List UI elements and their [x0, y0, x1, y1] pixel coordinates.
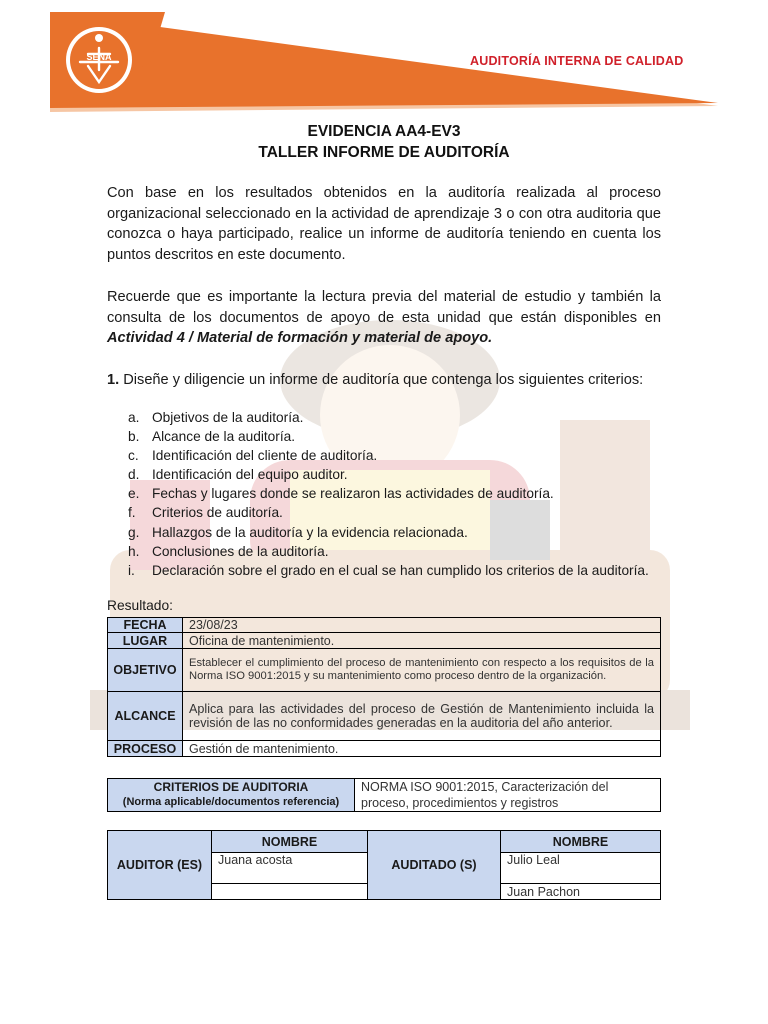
sena-logo-icon	[66, 27, 132, 93]
objetivo-value: Establecer el cumplimiento del proceso de mantenimiento con respecto a los requisitos de la Norma ISO 9001:2015 y su mantenimiento como proceso dentro de la organización.	[183, 649, 661, 692]
objetivo-label: OBJETIVO	[108, 649, 183, 692]
list-letter: h.	[128, 543, 140, 559]
reminder-paragraph	[107, 287, 661, 349]
result-table	[107, 617, 661, 757]
task-item	[107, 370, 661, 391]
list-text: Alcance de la auditoría.	[152, 429, 296, 445]
auditado-name: Julio Leal	[501, 853, 661, 884]
proceso-label: PROCESO	[108, 741, 183, 757]
alcance-value: Aplica para las actividades del proceso de Gestión de Mantenimiento incluida la revisión de las no conformidades generadas en la auditoria del año anterior.	[183, 692, 661, 741]
list-item	[128, 465, 649, 484]
criteria-table	[107, 778, 661, 812]
header-title: AUDITORÍA INTERNA DE CALIDAD	[470, 54, 684, 68]
criteria-list	[128, 408, 649, 580]
document-subtitle: TALLER INFORME DE AUDITORÍA	[258, 144, 510, 161]
table-row	[108, 649, 661, 692]
table-row	[108, 831, 661, 853]
criteria-label-line1: CRITERIOS DE AUDITORIA	[153, 780, 309, 794]
list-letter: d.	[128, 467, 140, 483]
list-text: Objetivos de la auditoría.	[152, 410, 304, 425]
list-letter: f.	[128, 505, 136, 521]
list-letter: c.	[128, 448, 139, 464]
fecha-label: FECHA	[108, 618, 183, 633]
table-row	[108, 618, 661, 633]
list-item	[128, 561, 649, 580]
criteria-label-line2: (Norma aplicable/documentos referencia)	[122, 796, 340, 808]
auditor-name: Juana acosta	[212, 853, 368, 884]
criteria-label	[108, 779, 355, 812]
alcance-label: ALCANCE	[108, 692, 183, 741]
task-text: Diseñe y diligencie un informe de auditoría que contenga los siguientes criterios:	[123, 372, 644, 388]
list-text: Hallazgos de la auditoría y la evidencia relacionada.	[152, 524, 468, 540]
reminder-text: Recuerde que es importante la lectura previa del material de estudio y también la consulta de los documentos de apoyo de esta unidad que están disponibles en	[107, 289, 661, 326]
list-text: Criterios de auditoría.	[152, 505, 283, 521]
list-text: Identificación del equipo auditor.	[152, 467, 348, 483]
logo-text: SENA	[86, 52, 112, 62]
list-item	[128, 542, 649, 561]
audit-team-table	[107, 830, 661, 900]
proceso-value: Gestión de mantenimiento.	[183, 741, 661, 757]
list-letter: i.	[128, 562, 135, 578]
auditado-label: AUDITADO (S)	[368, 831, 501, 900]
list-item	[128, 446, 649, 465]
list-text: Declaración sobre el grado en el cual se han cumplido los criterios de la auditoría.	[152, 562, 649, 578]
table-row	[108, 692, 661, 741]
table-row	[108, 779, 661, 812]
list-letter: b.	[128, 429, 140, 445]
instruction-paragraph: Con base en los resultados obtenidos en la auditoría realizada al proceso organizacional seleccionado en la actividad de aprendizaje 3 o con otra auditoria que conozca o haya participado, realice un informe de auditoría teniendo en cuenta los puntos descritos en este documento.	[107, 185, 661, 263]
lugar-value: Oficina de mantenimiento.	[183, 633, 661, 649]
task-number: 1.	[107, 372, 120, 388]
table-row	[108, 741, 661, 757]
nombre-header-left: NOMBRE	[212, 831, 368, 853]
lugar-label: LUGAR	[108, 633, 183, 649]
list-item	[128, 427, 649, 446]
list-letter: g.	[128, 524, 140, 540]
list-letter: e.	[128, 486, 140, 502]
nombre-header-right: NOMBRE	[501, 831, 661, 853]
list-item	[128, 523, 649, 542]
list-letter: a.	[128, 410, 140, 425]
list-item	[128, 484, 649, 503]
auditor-label: AUDITOR (ES)	[108, 831, 212, 900]
list-text: Identificación del cliente de auditoría.	[152, 448, 378, 464]
table-row	[108, 633, 661, 649]
fecha-value: 23/08/23	[183, 618, 661, 633]
list-text: Conclusiones de la auditoría.	[152, 543, 329, 559]
auditor-name	[212, 884, 368, 900]
list-text: Fechas y lugares donde se realizaron las actividades de auditoría.	[152, 486, 554, 502]
criteria-value: NORMA ISO 9001:2015, Caracterización del proceso, procedimientos y registros	[355, 779, 661, 812]
auditado-name: Juan Pachon	[501, 884, 661, 900]
list-item	[128, 408, 649, 427]
document-title: EVIDENCIA AA4-EV3	[307, 123, 461, 140]
list-item	[128, 503, 649, 522]
resultado-label: Resultado:	[107, 598, 173, 613]
reminder-emphasis: Actividad 4 / Material de formación y material de apoyo.	[107, 330, 493, 346]
